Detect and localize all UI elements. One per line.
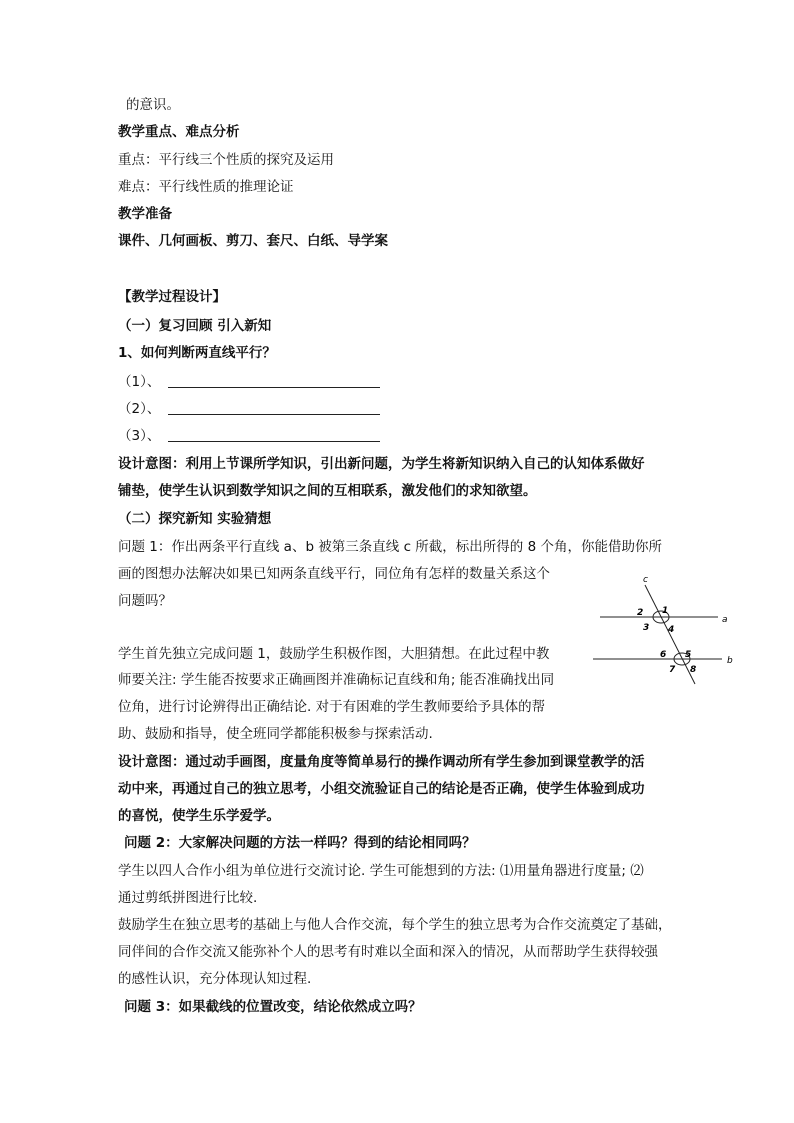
angle-label-5: 5 <box>685 650 692 660</box>
text-line: 问题吗？ <box>118 593 172 609</box>
answer-blank-line <box>168 414 380 415</box>
text-line: 师要关注: 学生能否按要求正确画图并准确标记直线和角; 能否准确找出同 <box>118 672 555 688</box>
text-line: 的感性认识，充分体现认知过程. <box>118 971 312 987</box>
blank-label: （1）、 <box>118 374 161 390</box>
text-line: 设计意图：通过动手画图，度量角度等简单易行的操作调动所有学生参加到课堂教学的活 <box>118 754 645 770</box>
text-line: 学生首先独立完成问题 1，鼓励学生积极作图，大胆猜想。在此过程中教 <box>118 646 550 662</box>
text-line: 学生以四人合作小组为单位进行交流讨论. 学生可能想到的方法: ⑴用量角器进行度量; ⑵ <box>118 863 644 879</box>
subsection-heading: （一）复习回顾 引入新知 <box>118 318 272 334</box>
angle-label-8: 8 <box>690 665 697 675</box>
text-line: 铺垫，使学生认识到数学知识之间的互相联系，激发他们的求知欲望。 <box>118 483 537 499</box>
text-line: 动中来，再通过自己的独立思考，小组交流验证自己的结论是否正确，使学生体验到成功 <box>118 781 645 797</box>
section-heading: 【教学过程设计】 <box>118 289 226 305</box>
text-line: 助、鼓励和指导，使全班同学都能积极参与探索活动. <box>118 726 433 742</box>
question-line: 1、如何判断两直线平行？ <box>118 345 276 361</box>
text-line: 同伴间的合作交流又能弥补个人的思考有时难以全面和深入的情况，从而帮助学生获得较强 <box>118 944 658 960</box>
angle-label-4: 4 <box>668 625 675 635</box>
answer-blank-line <box>168 387 380 388</box>
text-line: 鼓励学生在独立思考的基础上与他人合作交流，每个学生的独立思考为合作交流奠定了基础， <box>118 917 672 933</box>
blank-label: （2）、 <box>118 401 161 417</box>
parallel-lines-figure <box>590 575 740 685</box>
text-line: 画的图想办法解决如果已知两条直线平行，同位角有怎样的数量关系这个 <box>118 566 550 582</box>
section-heading: 教学重点、难点分析 <box>118 124 240 140</box>
section-heading: 教学准备 <box>118 206 172 222</box>
angle-label-6: 6 <box>660 650 667 660</box>
angle-label-1: 1 <box>662 606 669 616</box>
answer-blank-line <box>168 441 380 442</box>
subsection-heading: （二）探究新知 实验猜想 <box>118 511 272 527</box>
blank-label: （3）、 <box>118 428 161 444</box>
angle-label-2: 2 <box>637 608 644 618</box>
text-line: 课件、几何画板、剪刀、套尺、白纸、导学案 <box>118 233 388 249</box>
line-label-b: b <box>727 656 733 666</box>
text-line: 难点：平行线性质的推理论证 <box>118 179 294 195</box>
text-line: 的喜悦，使学生乐学爱学。 <box>118 808 280 824</box>
question-line: 问题 2：大家解决问题的方法一样吗？得到的结论相同吗？ <box>124 835 476 851</box>
question-line: 问题 3：如果截线的位置改变，结论依然成立吗？ <box>124 999 422 1015</box>
text-line: 设计意图：利用上节课所学知识，引出新问题，为学生将新知识纳入自己的认知体系做好 <box>118 456 645 472</box>
text-line: 的意识。 <box>126 97 180 113</box>
text-line: 位角，进行讨论辨得出正确结论. 对于有困难的学生教师要给予具体的帮 <box>118 699 546 715</box>
text-line: 通过剪纸拼图进行比较. <box>118 890 258 906</box>
text-line: 问题 1：作出两条平行直线 a、b 被第三条直线 c 所截，标出所得的 8 个角，你能借助你所 <box>118 539 662 555</box>
text-line: 重点：平行线三个性质的探究及运用 <box>118 152 334 168</box>
line-label-a: a <box>722 615 728 625</box>
angle-label-3: 3 <box>643 623 650 633</box>
angle-label-7: 7 <box>669 665 676 675</box>
line-label-c: c <box>643 575 648 585</box>
